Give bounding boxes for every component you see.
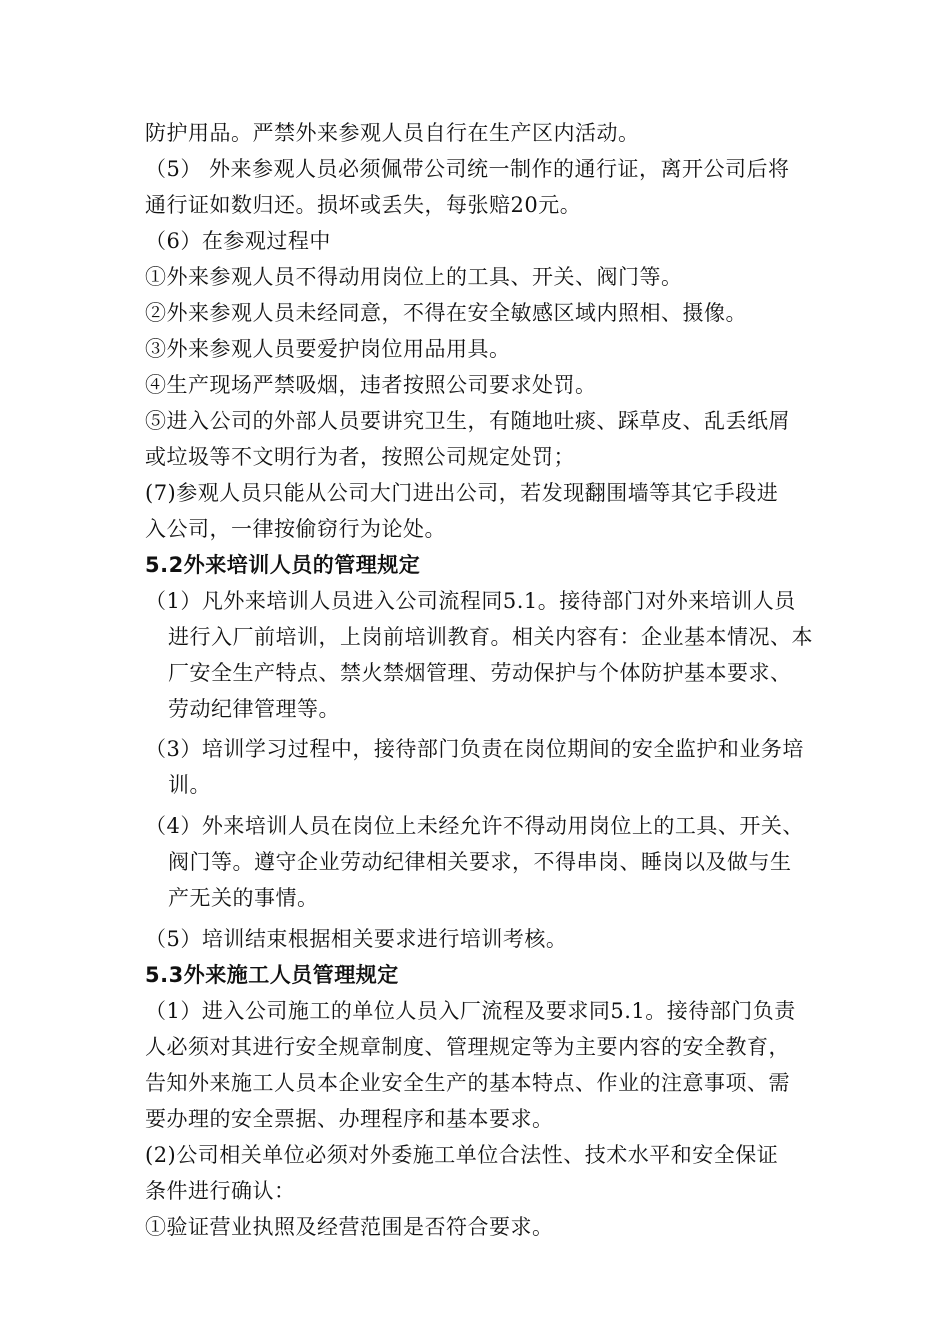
sub-item-1: ①验证营业执照及经营范围是否符合要求。 (145, 1215, 554, 1239)
sub-item-5: ⑤进入公司的外部人员要讲究卫生，有随地吐痰、踩草皮、乱丢纸屑 (145, 409, 790, 433)
list-item-2: (2)公司相关单位必须对外委施工单位合法性、技术水平和安全保证 (145, 1143, 779, 1167)
body-line: 人必须对其进行安全规章制度、管理规定等为主要内容的安全教育， (145, 1035, 790, 1059)
section-heading-5-2: 5.2外来培训人员的管理规定 (145, 553, 421, 577)
list-item-1: （1）凡外来培训人员进入公司流程同5.1。接待部门对外来培训人员 (145, 589, 796, 613)
list-item-5: （5）培训结束根据相关要求进行培训考核。 (145, 927, 568, 951)
body-line: 防护用品。严禁外来参观人员自行在生产区内活动。 (145, 121, 640, 145)
list-item-5: （5） 外来参观人员必须佩带公司统一制作的通行证，离开公司后将 (145, 157, 790, 181)
body-line: 或垃圾等不文明行为者，按照公司规定处罚； (145, 445, 575, 469)
body-line: 阀门等。遵守企业劳动纪律相关要求，不得串岗、睡岗以及做与生 (168, 850, 792, 874)
sub-item-1: ①外来参观人员不得动用岗位上的工具、开关、阀门等。 (145, 265, 683, 289)
body-line: 告知外来施工人员本企业安全生产的基本特点、作业的注意事项、需 (145, 1071, 790, 1095)
sub-item-3: ③外来参观人员要爱护岗位用品用具。 (145, 337, 511, 361)
sub-item-4: ④生产现场严禁吸烟，违者按照公司要求处罚。 (145, 373, 597, 397)
body-line: 通行证如数归还。损坏或丢失，每张赔20元。 (145, 193, 582, 217)
body-line: 条件进行确认： (145, 1179, 296, 1203)
list-item-7: (7)参观人员只能从公司大门进出公司，若发现翻围墙等其它手段进 (145, 481, 779, 505)
sub-item-2: ②外来参观人员未经同意，不得在安全敏感区域内照相、摄像。 (145, 301, 747, 325)
body-line: 厂安全生产特点、禁火禁烟管理、劳动保护与个体防护基本要求、 (168, 661, 792, 685)
body-line: 入公司，一律按偷窃行为论处。 (145, 517, 446, 541)
list-item-1: （1）进入公司施工的单位人员入厂流程及要求同5.1。接待部门负责 (145, 999, 796, 1023)
list-item-6: （6）在参观过程中 (145, 229, 331, 253)
section-heading-5-3: 5.3外来施工人员管理规定 (145, 963, 399, 987)
body-line: 训。 (168, 773, 211, 797)
body-line: 进行入厂前培训，上岗前培训教育。相关内容有：企业基本情况、本 (168, 625, 813, 649)
list-item-4: （4）外来培训人员在岗位上未经允许不得动用岗位上的工具、开关、 (145, 814, 804, 838)
body-line: 要办理的安全票据、办理程序和基本要求。 (145, 1107, 554, 1131)
body-line: 产无关的事情。 (168, 886, 319, 910)
body-line: 劳动纪律管理等。 (168, 697, 340, 721)
list-item-3: （3）培训学习过程中，接待部门负责在岗位期间的安全监护和业务培 (145, 737, 804, 761)
